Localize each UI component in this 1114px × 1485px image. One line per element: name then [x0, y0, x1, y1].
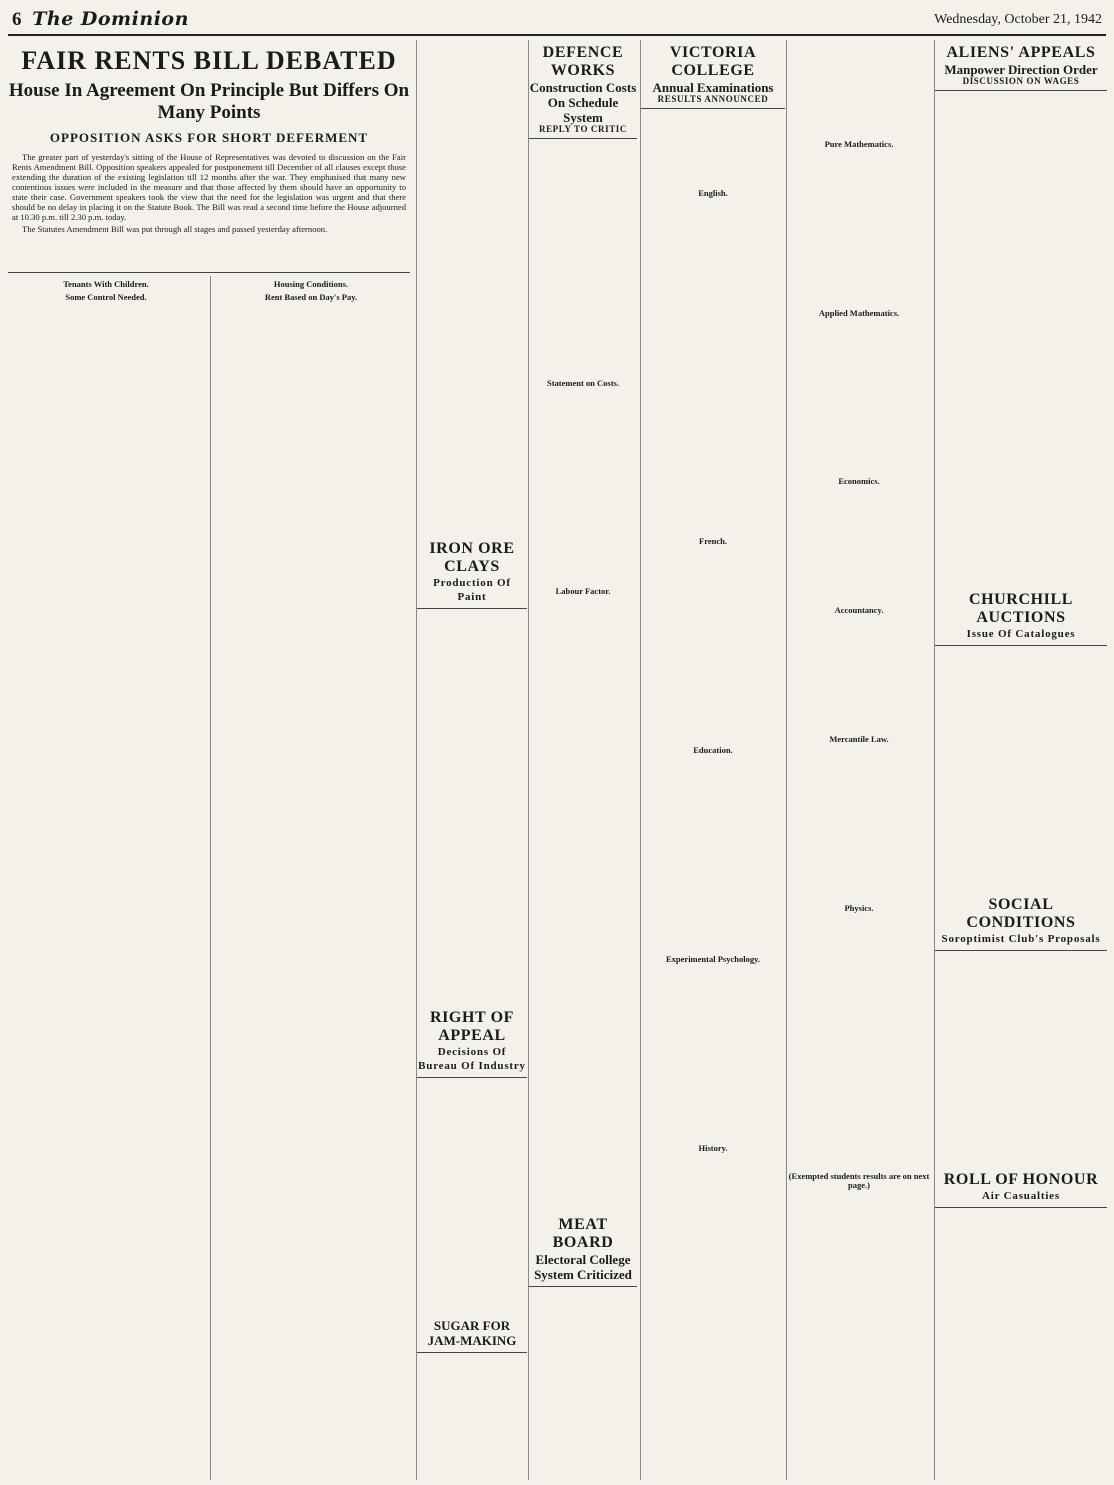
- exam-section: Accountancy.: [834, 605, 884, 616]
- defence-deck: REPLY TO CRITIC: [538, 124, 628, 134]
- victoria-header: [641, 44, 785, 109]
- column-5: [640, 40, 785, 1480]
- crosshead: Labour Factor.: [555, 586, 611, 597]
- exam-section: French.: [699, 536, 727, 547]
- column-7: [934, 40, 1107, 1480]
- crosshead: Housing Conditions.: [273, 279, 349, 289]
- meat-board-headline: MEAT BOARD: [552, 1216, 614, 1252]
- results-footnote: (Exempted students results are on next page.): [788, 1171, 930, 1190]
- lead-headline: FAIR RENTS BILL DEBATED: [21, 46, 397, 75]
- crosshead: Statement on Costs.: [546, 377, 619, 388]
- aliens-deck: DISCUSSION ON WAGES: [962, 76, 1080, 86]
- column-1: [8, 276, 204, 1480]
- iron-ore-header: [417, 540, 527, 609]
- churchill-header: [935, 591, 1107, 646]
- masthead: [8, 6, 1106, 36]
- masthead-left: [12, 8, 189, 31]
- right-of-appeal-headline: RIGHT OF APPEAL: [429, 1009, 515, 1044]
- exam-section: English.: [698, 187, 728, 198]
- meat-board-subhead: Electoral College System Criticized: [534, 1252, 632, 1283]
- exam-section: Applied Mathematics.: [818, 307, 900, 318]
- churchill-headline: CHURCHILL AUCTIONS: [968, 590, 1074, 626]
- iron-ore-headline: IRON ORE CLAYS: [429, 540, 515, 575]
- defence-headline: DEFENCE WORKS: [542, 44, 624, 79]
- victoria-deck: RESULTS ANNOUNCED: [657, 94, 769, 104]
- lead-subhead: House In Agreement On Principle But Differs On Many Points: [8, 80, 410, 123]
- paper-name: The Dominion: [32, 8, 189, 30]
- lead-intro: [8, 152, 410, 234]
- right-of-appeal-header: [417, 1009, 527, 1078]
- aliens-header: [935, 44, 1107, 91]
- column-4: [528, 40, 637, 1480]
- crosshead: Rent Based on Day's Pay.: [264, 291, 358, 302]
- exam-section: Experimental Psychology.: [666, 953, 760, 964]
- iron-ore-subhead: Production Of Paint: [433, 577, 511, 603]
- meat-board-header: [529, 1216, 637, 1287]
- sugar-headline: SUGAR FOR JAM-MAKING: [427, 1318, 517, 1348]
- right-of-appeal-subhead: Decisions Of Bureau Of Industry: [418, 1046, 526, 1072]
- exam-section: Mercantile Law.: [829, 733, 889, 744]
- social-headline: SOCIAL CONDITIONS: [966, 895, 1076, 931]
- social-header: [935, 896, 1107, 951]
- lead-intro-paragraph: The greater part of yesterday's sitting of the House of Representatives was devoted to discussion on the Fair Rents Amendment Bill. Opposition speakers appealed for postponement till December of all clauses except those extending the duration of the existing legislation till 12 months after the war. They emphasised that many new contentious issues were included in the measure and that those affected by them should have an opportunity to state their case. Government speakers took the view that the need for the legislation was urgent and that there should be no delay in placing it on the Statute Book. The Bill was read a second time before the House adjourned at 10.30 p.m. till 2.30 p.m. today.: [12, 152, 406, 222]
- defence-subhead: Construction Costs On Schedule System: [529, 80, 637, 125]
- body-text-placeholder: [8, 303, 204, 312]
- aliens-headline: ALIENS' APPEALS: [946, 44, 1096, 61]
- crosshead: Some Control Needed.: [65, 291, 147, 302]
- defence-header: [529, 44, 637, 139]
- page-number: 6: [12, 9, 22, 30]
- exam-section: Physics.: [844, 902, 874, 913]
- crosshead: Tenants With Children.: [63, 279, 149, 289]
- issue-date: Wednesday, October 21, 1942: [934, 12, 1102, 27]
- lead-story-header: [8, 40, 410, 273]
- column-2: [210, 276, 411, 1480]
- column-3: [416, 40, 527, 1480]
- roll-headline: ROLL OF HONOUR: [943, 1170, 1099, 1188]
- roll-header: [935, 1171, 1107, 1208]
- social-subhead: Soroptimist Club's Proposals: [941, 932, 1101, 945]
- roll-subhead: Air Casualties: [982, 1189, 1060, 1202]
- victoria-headline: VICTORIA COLLEGE: [669, 44, 757, 79]
- exam-section: History.: [698, 1142, 728, 1153]
- churchill-subhead: Issue Of Catalogues: [966, 627, 1076, 640]
- exam-section: Economics.: [838, 476, 880, 487]
- aliens-subhead: Manpower Direction Order: [944, 62, 1098, 77]
- column-6: [786, 40, 931, 1480]
- victoria-subhead: Annual Examinations: [652, 80, 774, 95]
- exam-section: Pure Mathematics.: [824, 139, 894, 149]
- lead-deck: OPPOSITION ASKS FOR SHORT DEFERMENT: [49, 130, 369, 145]
- lead-intro-paragraph: The Statutes Amendment Bill was put through all stages and passed yesterday afternoon.: [22, 224, 328, 234]
- sugar-header: [417, 1318, 527, 1353]
- exam-section: Education.: [693, 745, 733, 756]
